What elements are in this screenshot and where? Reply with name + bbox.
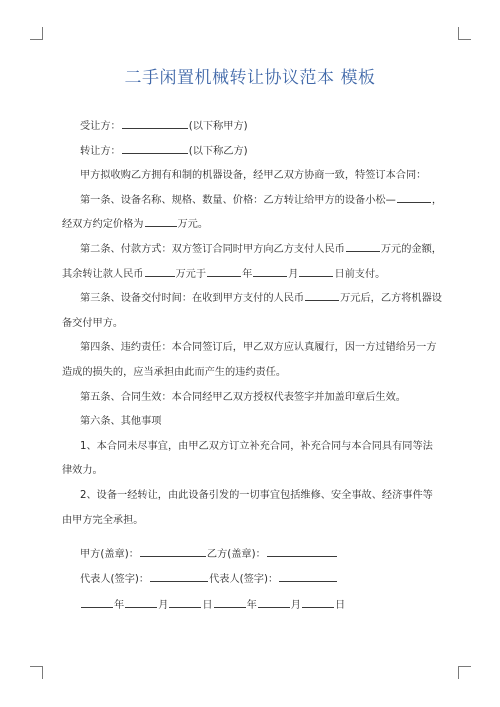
- rep-a-blank[interactable]: [150, 571, 208, 582]
- crop-mark-bottom-left: [30, 666, 43, 679]
- party-a-seal-label: 甲方(盖章)：: [80, 549, 139, 560]
- article-3-line-2: 备交付甲方。: [62, 318, 124, 329]
- article-2-line-2: [62, 265, 385, 280]
- date-line: [80, 596, 345, 611]
- representative-line: [80, 570, 338, 585]
- transferor-line: [80, 142, 248, 157]
- seal-line: [80, 545, 338, 560]
- price-blank[interactable]: [145, 216, 177, 227]
- document-title: 二手闲置机械转让协议范本 模板: [124, 68, 376, 88]
- article-3-text: 第三条、设备交付时间：在收到甲方支付的人民币: [80, 293, 305, 304]
- item-1-line-1: 1、本合同未尽事宜，由甲乙双方订立补充合同，补充合同与本合同具有同等法: [80, 441, 433, 452]
- rep-a-label: 代表人(签字)：: [80, 574, 150, 585]
- date-b-day-blank[interactable]: [302, 597, 334, 608]
- balance-unit: 万元于: [175, 269, 207, 280]
- year-blank[interactable]: [207, 266, 241, 277]
- intro-paragraph: 甲方拟收购乙方拥有和制的机器设备，经甲乙双方协商一致，特签订本合同：: [80, 170, 427, 181]
- transferee-note: (以下称甲方): [188, 121, 248, 132]
- date-a-month-label: 月: [158, 600, 169, 611]
- transferee-blank[interactable]: [122, 118, 188, 129]
- date-a-month-blank[interactable]: [125, 597, 157, 608]
- article-6-heading: 第六条、其他事项: [80, 416, 162, 427]
- article-1-line-1: [80, 191, 442, 206]
- article-1-line-2: [62, 215, 208, 230]
- date-b-day-label: 日: [334, 600, 346, 611]
- party-b-seal-blank[interactable]: [267, 546, 337, 557]
- party-a-seal-blank[interactable]: [140, 546, 206, 557]
- article-2-text: 第二条、付款方式：双方签订合同时甲方向乙方支付人民币: [80, 244, 345, 255]
- crop-mark-top-right: [458, 27, 471, 40]
- transferor-note: (以下称乙方): [188, 146, 248, 157]
- item-1-line-2: 律效力。: [62, 465, 103, 476]
- balance-label: 其余转让款人民币: [62, 269, 144, 280]
- date-b-year-label: 年: [246, 600, 257, 611]
- article-4-line-2: 造成的损失的，应当承担由此而产生的违约责任。: [62, 367, 287, 378]
- article-5: 第五条、合同生效：本合同经甲乙双方授权代表签字并加盖印章后生效。: [80, 392, 406, 403]
- month-blank[interactable]: [253, 266, 287, 277]
- date-a-day-blank[interactable]: [169, 597, 201, 608]
- article-2-line-1: [80, 240, 442, 255]
- transferee-label: 受让方：: [80, 121, 121, 132]
- day-blank[interactable]: [299, 266, 333, 277]
- date-a-day-label: 日: [202, 600, 213, 611]
- transferor-label: 转让方：: [80, 146, 121, 157]
- month-label: 月: [288, 269, 299, 280]
- date-a-year-label: 年: [114, 600, 125, 611]
- article-3-tail: 万元后，乙方将机器设: [340, 293, 442, 304]
- article-1-text: 第一条、设备名称、规格、数量、价格：乙方转让给甲方的设备小松—: [80, 195, 396, 206]
- rep-b-label: 代表人(签字)：: [209, 574, 279, 585]
- article-1-comma: ，: [431, 195, 442, 206]
- date-a-year-blank[interactable]: [81, 597, 113, 608]
- equipment-blank[interactable]: [397, 192, 431, 203]
- delivery-amount-blank[interactable]: [305, 290, 339, 301]
- crop-mark-top-left: [30, 27, 43, 40]
- crop-mark-bottom-right: [458, 666, 471, 679]
- item-2-line-1: 2、设备一经转让，由此设备引发的一切事宜包括维修、安全事故、经济事件等: [80, 490, 433, 501]
- price-unit: 万元。: [177, 219, 209, 230]
- deposit-blank[interactable]: [346, 241, 380, 252]
- date-b-month-label: 月: [290, 600, 301, 611]
- date-b-month-blank[interactable]: [258, 597, 290, 608]
- day-label: 日前支付。: [334, 269, 386, 280]
- deposit-unit: 万元的金额，: [380, 244, 442, 255]
- article-3-line-1: [80, 289, 442, 304]
- price-label: 经双方约定价格为: [62, 219, 144, 230]
- balance-blank[interactable]: [145, 266, 175, 277]
- rep-b-blank[interactable]: [279, 571, 337, 582]
- year-label: 年: [242, 269, 253, 280]
- party-b-seal-label: 乙方(盖章)：: [206, 549, 266, 560]
- transferee-line: [80, 117, 248, 132]
- item-2-line-2: 由甲方完全承担。: [62, 515, 144, 526]
- transferor-blank[interactable]: [122, 143, 188, 154]
- date-b-year-blank[interactable]: [214, 597, 246, 608]
- article-4-line-1: 第四条、违约责任：本合同签订后，甲乙双方应认真履行，因一方过错给另一方: [80, 342, 437, 353]
